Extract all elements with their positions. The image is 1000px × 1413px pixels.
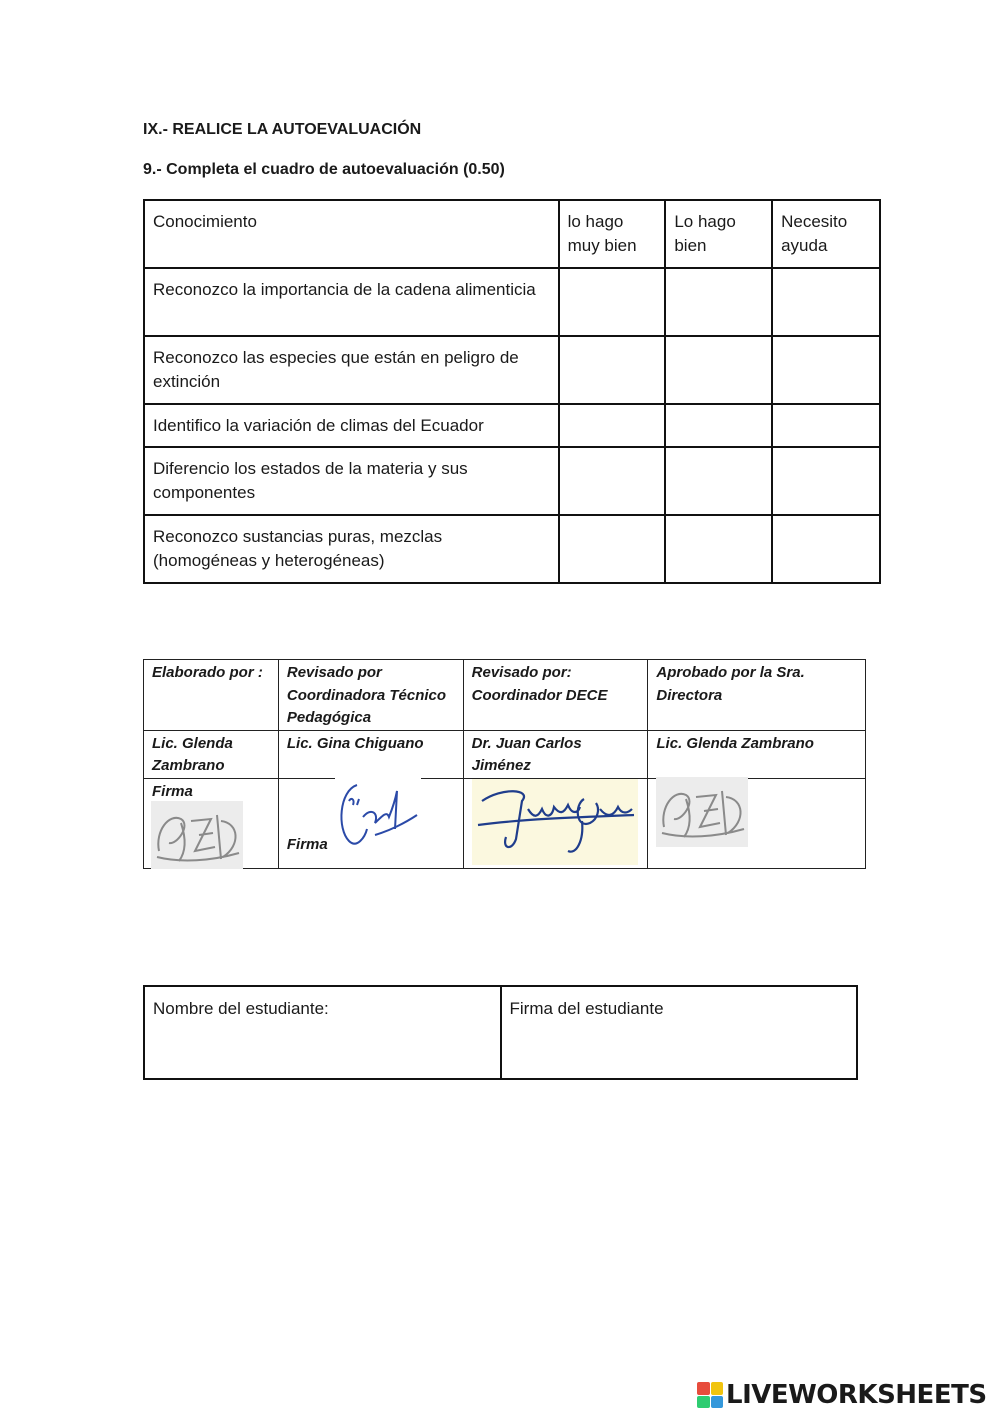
firma-label: Firma: [152, 782, 193, 800]
section-heading: IX.- REALICE LA AUTOEVALUACIÓN: [143, 121, 422, 138]
names-row: [144, 730, 866, 778]
name-director: Lic. Glenda Zambrano: [648, 730, 866, 778]
question-title: 9.- Completa el cuadro de autoevaluación (0.50): [143, 161, 505, 178]
brand-name: LIVEWORKSHEETS: [726, 1380, 987, 1410]
name-pedagogical-coordinator: Lic. Gina Chiguano: [278, 730, 463, 778]
name-dece-coordinator: Dr. Juan Carlos Jiménez: [463, 730, 648, 778]
signature-cell-1: [144, 778, 279, 868]
liveworksheets-logo: [697, 1375, 987, 1413]
table-header-row: [144, 200, 880, 268]
answer-cell-need-help[interactable]: [772, 404, 880, 447]
self-evaluation-table: [143, 199, 881, 584]
approval-table: [143, 659, 866, 869]
brand-square: [697, 1382, 710, 1395]
role-pedagogical-coordinator: Revisado por Coordinadora Técnico Pedagógica: [278, 660, 463, 731]
firma-label: Firma: [286, 835, 328, 853]
header-knowledge: Conocimiento: [144, 200, 559, 268]
answer-cell-well[interactable]: [665, 336, 772, 404]
role-dece-coordinator: Revisado por: Coordinador DECE: [463, 660, 648, 731]
answer-cell-very-well[interactable]: [559, 268, 666, 336]
role-director: Aprobado por la Sra. Directora: [648, 660, 866, 731]
answer-cell-well[interactable]: [665, 515, 772, 583]
signature-image: [472, 779, 638, 865]
answer-cell-well[interactable]: [665, 268, 772, 336]
table-row: [144, 268, 880, 336]
student-name-field[interactable]: Nombre del estudiante:: [144, 986, 501, 1079]
answer-cell-very-well[interactable]: [559, 336, 666, 404]
brand-grid-icon: [697, 1382, 723, 1408]
answer-cell-very-well[interactable]: [559, 515, 666, 583]
signature-cell-4: [648, 778, 866, 868]
criterion-cell: Reconozco la importancia de la cadena alimenticia: [144, 268, 559, 336]
answer-cell-need-help[interactable]: [772, 268, 880, 336]
answer-cell-need-help[interactable]: [772, 515, 880, 583]
name-prepared-by: Lic. Glenda Zambrano: [144, 730, 279, 778]
answer-cell-very-well[interactable]: [559, 404, 666, 447]
criterion-cell: Reconozco sustancias puras, mezclas (homogéneas y heterogéneas): [144, 515, 559, 583]
answer-cell-need-help[interactable]: [772, 447, 880, 515]
criterion-cell: Identifico la variación de climas del Ecuador: [144, 404, 559, 447]
signature-image: [656, 777, 748, 847]
signature-cell-2: [278, 778, 463, 868]
signatures-row: [144, 778, 866, 868]
table-row: [144, 515, 880, 583]
brand-square: [711, 1396, 724, 1409]
answer-cell-very-well[interactable]: [559, 447, 666, 515]
signature-image: [335, 777, 421, 855]
role-prepared-by: Elaborado por :: [144, 660, 279, 731]
header-need-help: Necesito ayuda: [772, 200, 880, 268]
student-table: [143, 985, 858, 1080]
brand-square: [711, 1382, 724, 1395]
answer-cell-need-help[interactable]: [772, 336, 880, 404]
table-row: [144, 336, 880, 404]
header-well: Lo hago bien: [665, 200, 772, 268]
signature-image: [151, 801, 243, 869]
student-row: [144, 986, 857, 1079]
student-signature-field[interactable]: Firma del estudiante: [501, 986, 858, 1079]
table-row: [144, 404, 880, 447]
criterion-cell: Diferencio los estados de la materia y sus componentes: [144, 447, 559, 515]
roles-row: [144, 660, 866, 731]
criterion-cell: Reconozco las especies que están en peligro de extinción: [144, 336, 559, 404]
brand-square: [697, 1396, 710, 1409]
answer-cell-well[interactable]: [665, 447, 772, 515]
answer-cell-well[interactable]: [665, 404, 772, 447]
table-row: [144, 447, 880, 515]
header-very-well: lo hago muy bien: [559, 200, 666, 268]
signature-cell-3: [463, 778, 648, 868]
